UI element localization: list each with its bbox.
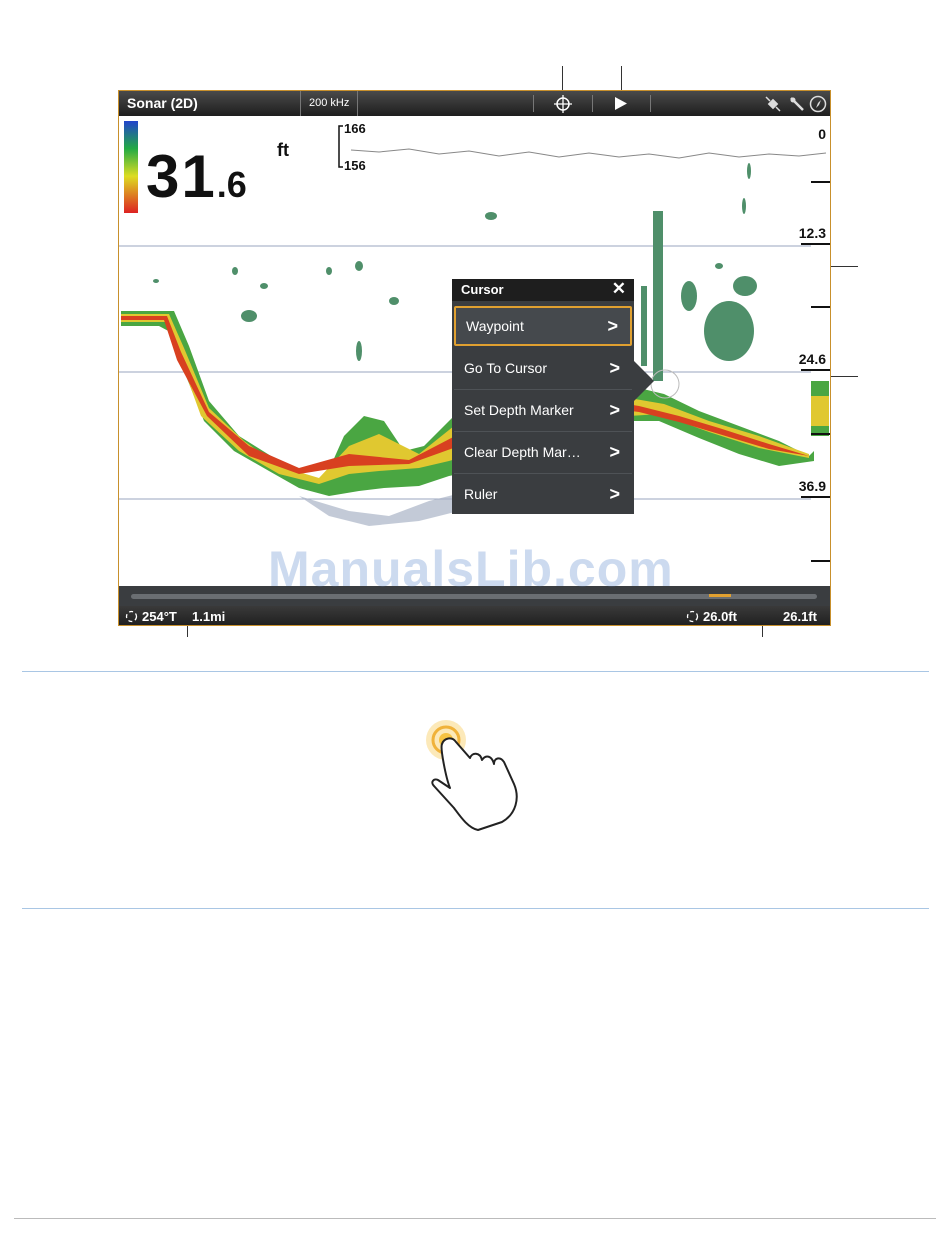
depth-integer: 31	[146, 143, 217, 210]
depth-decimal: .6	[216, 164, 247, 205]
menu-item-set-depth-marker[interactable]	[454, 390, 632, 432]
frequency-label: 200 kHz	[300, 91, 358, 116]
distance-value: 1.1mi	[192, 609, 226, 624]
callout-line-crosshair	[562, 66, 563, 92]
sonar-view[interactable]	[119, 116, 830, 586]
menu-item-label: Go To Cursor	[464, 360, 547, 376]
satellite-icon	[764, 95, 782, 113]
menu-item-waypoint[interactable]	[454, 306, 632, 346]
menu-item-go-to-cursor[interactable]	[454, 348, 632, 390]
menu-item-clear-depth-marker[interactable]	[454, 432, 632, 474]
depth-value: 26.1ft	[783, 609, 817, 624]
transducer-icon	[788, 95, 806, 113]
chevron-right-icon: >	[609, 400, 620, 420]
footer-rule	[14, 1218, 936, 1219]
menu-item-label: Set Depth Marker	[464, 402, 574, 418]
callout-line-play	[621, 66, 622, 92]
depth-readout	[146, 140, 289, 211]
crosshair-icon[interactable]	[554, 95, 572, 113]
cursor-target-icon	[686, 610, 699, 623]
chevron-right-icon: >	[609, 442, 620, 462]
chevron-right-icon: >	[609, 484, 620, 504]
watermark: ManualsLib.com	[268, 541, 674, 597]
cursor-menu	[452, 279, 634, 514]
toolbar-divider	[592, 95, 593, 112]
cursor-target-icon	[125, 610, 138, 623]
range-top-label: 166	[344, 121, 366, 136]
chevron-right-icon: >	[609, 358, 620, 378]
depth-unit: ft	[277, 140, 289, 160]
toolbar-divider	[533, 95, 534, 112]
bearing-value: 254°T	[142, 609, 177, 624]
menu-item-label: Ruler	[464, 486, 498, 502]
scroll-thumb[interactable]	[709, 594, 731, 597]
cursor-menu-header	[452, 279, 634, 301]
menu-item-label: Waypoint	[466, 318, 524, 334]
close-icon[interactable]: ✕	[611, 279, 626, 298]
divider	[22, 671, 929, 672]
scale-label-1: 12.3	[798, 225, 826, 241]
menu-pointer	[634, 361, 654, 401]
callout-line-depth	[762, 625, 763, 637]
divider	[22, 908, 929, 909]
callout-line-bearing	[187, 625, 188, 637]
menu-item-ruler[interactable]	[454, 474, 632, 515]
cursor-menu-title: Cursor	[461, 282, 504, 297]
chevron-right-icon: >	[607, 316, 618, 336]
tap-gesture-icon	[420, 718, 530, 838]
play-icon[interactable]	[614, 96, 628, 111]
scale-label-0: 0	[818, 126, 826, 142]
scale-label-2: 24.6	[798, 351, 826, 367]
toolbar-divider	[650, 95, 651, 112]
status-bar	[119, 606, 830, 626]
menu-item-label: Clear Depth Mar…	[464, 444, 581, 460]
compass-icon	[809, 95, 827, 113]
title-bar	[119, 91, 830, 116]
range-bottom-label: 156	[344, 158, 366, 173]
scale-label-3: 36.9	[798, 478, 826, 494]
app-title: Sonar (2D)	[127, 95, 198, 111]
cursor-depth-value: 26.0ft	[703, 609, 737, 624]
